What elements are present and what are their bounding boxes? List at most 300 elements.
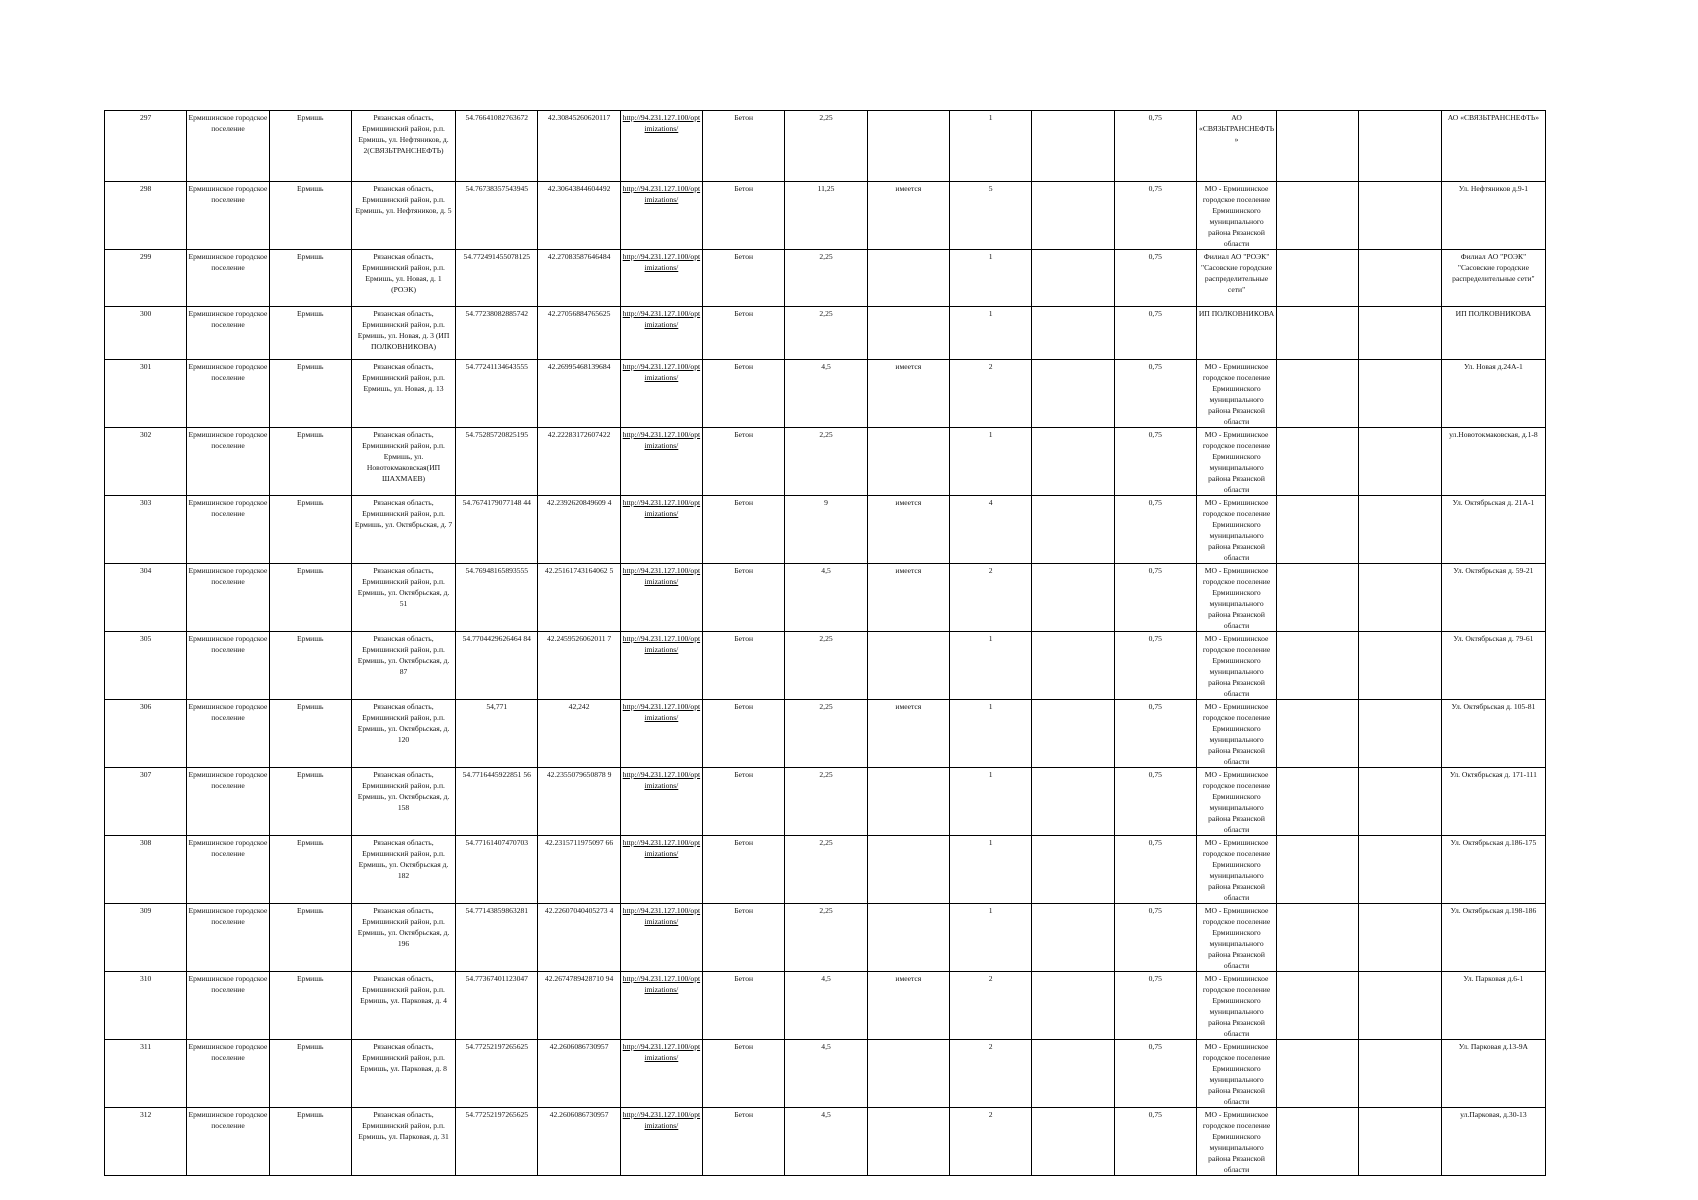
locality-cell: Ермишь bbox=[269, 904, 351, 972]
address-cell: Рязанская область, Ермишинский район, р.п. Ермишь, ул. Октябрьская д. 182 bbox=[351, 836, 455, 904]
empty-cell bbox=[1277, 836, 1359, 904]
settlement-cell: Ермишинское городское поселение bbox=[187, 428, 269, 496]
photo-link[interactable]: http://94.231.127.100/optimizations/ bbox=[622, 566, 701, 586]
container-volume-cell: 0,75 bbox=[1114, 307, 1196, 360]
waste-source-cell: Ул. Октябрьская д. 79-61 bbox=[1441, 632, 1545, 700]
waste-source-cell: Ул. Октябрьская д. 59-21 bbox=[1441, 564, 1545, 632]
photo-link-cell bbox=[620, 428, 702, 496]
longitude-cell: 42.2315711975097 66 bbox=[538, 836, 620, 904]
photo-link-cell bbox=[620, 700, 702, 768]
fence-cell bbox=[867, 1040, 949, 1108]
locality-cell: Ермишь bbox=[269, 1040, 351, 1108]
row-number-cell: 312 bbox=[105, 1108, 187, 1176]
empty-cell bbox=[1277, 111, 1359, 182]
longitude-cell: 42.27083587646484 bbox=[538, 250, 620, 307]
settlement-cell: Ермишинское городское поселение bbox=[187, 496, 269, 564]
waste-source-cell: Ул. Октябрьская д. 105-81 bbox=[1441, 700, 1545, 768]
longitude-cell: 42.2355079650878 9 bbox=[538, 768, 620, 836]
owner-cell: МО - Ермишинское городское поселение Ермишинского муниципального района Рязанской области bbox=[1196, 768, 1276, 836]
latitude-cell: 54.77367401123047 bbox=[456, 972, 538, 1040]
fence-cell: имеется bbox=[867, 972, 949, 1040]
locality-cell: Ермишь bbox=[269, 111, 351, 182]
surface-cell: Бетон bbox=[703, 564, 785, 632]
table-row bbox=[105, 564, 1546, 632]
area-cell: 2,25 bbox=[785, 768, 867, 836]
empty-cell bbox=[1032, 182, 1114, 250]
empty-cell bbox=[1359, 904, 1441, 972]
empty-cell bbox=[1032, 700, 1114, 768]
waste-source-cell: Ул. Новая д.24А-1 bbox=[1441, 360, 1545, 428]
container-count-cell: 2 bbox=[950, 972, 1032, 1040]
longitude-cell: 42.2606086730957 bbox=[538, 1108, 620, 1176]
table-row bbox=[105, 1040, 1546, 1108]
empty-cell bbox=[1032, 111, 1114, 182]
empty-cell bbox=[1277, 1108, 1359, 1176]
row-number-cell: 308 bbox=[105, 836, 187, 904]
latitude-cell: 54.772491455078125 bbox=[456, 250, 538, 307]
empty-cell bbox=[1277, 496, 1359, 564]
waste-source-cell: АО «СВЯЗЬТРАНСНЕФТЬ» bbox=[1441, 111, 1545, 182]
row-number-cell: 297 bbox=[105, 111, 187, 182]
surface-cell: Бетон bbox=[703, 836, 785, 904]
container-count-cell: 5 bbox=[950, 182, 1032, 250]
table-row bbox=[105, 307, 1546, 360]
photo-link-cell bbox=[620, 768, 702, 836]
photo-link-cell bbox=[620, 632, 702, 700]
table-row bbox=[105, 360, 1546, 428]
surface-cell: Бетон bbox=[703, 632, 785, 700]
photo-link-cell bbox=[620, 182, 702, 250]
row-number-cell: 306 bbox=[105, 700, 187, 768]
address-cell: Рязанская область, Ермишинский район, р.п. Ермишь, ул. Нефтяников, д. 5 bbox=[351, 182, 455, 250]
empty-cell bbox=[1277, 182, 1359, 250]
empty-cell bbox=[1359, 496, 1441, 564]
empty-cell bbox=[1359, 632, 1441, 700]
container-count-cell: 1 bbox=[950, 632, 1032, 700]
waste-source-cell: ул.Парковая, д.30-13 bbox=[1441, 1108, 1545, 1176]
settlement-cell: Ермишинское городское поселение bbox=[187, 836, 269, 904]
address-cell: Рязанская область, Ермишинский район, р.п. Ермишь, ул. Октябрьская, д. 120 bbox=[351, 700, 455, 768]
locality-cell: Ермишь bbox=[269, 768, 351, 836]
address-cell: Рязанская область, Ермишинский район, р.п. Ермишь, ул. Новотокмаковская(ИП ШАХМАЕВ) bbox=[351, 428, 455, 496]
surface-cell: Бетон bbox=[703, 700, 785, 768]
settlement-cell: Ермишинское городское поселение bbox=[187, 250, 269, 307]
photo-link-cell bbox=[620, 250, 702, 307]
locality-cell: Ермишь bbox=[269, 564, 351, 632]
photo-link-cell bbox=[620, 836, 702, 904]
empty-cell bbox=[1359, 972, 1441, 1040]
waste-source-cell: ИП ПОЛКОВНИКОВА bbox=[1441, 307, 1545, 360]
surface-cell: Бетон bbox=[703, 904, 785, 972]
longitude-cell: 42.22283172607422 bbox=[538, 428, 620, 496]
area-cell: 4,5 bbox=[785, 360, 867, 428]
latitude-cell: 54.77252197265625 bbox=[456, 1108, 538, 1176]
owner-cell: АО «СВЯЗЬТРАНСНЕФТЬ» bbox=[1196, 111, 1276, 182]
locality-cell: Ермишь bbox=[269, 360, 351, 428]
container-volume-cell: 0,75 bbox=[1114, 972, 1196, 1040]
area-cell: 4,5 bbox=[785, 564, 867, 632]
empty-cell bbox=[1359, 360, 1441, 428]
latitude-cell: 54.77241134643555 bbox=[456, 360, 538, 428]
address-cell: Рязанская область, Ермишинский район, р.п. Ермишь, ул. Новая, д. 1 (РОЭК) bbox=[351, 250, 455, 307]
settlement-cell: Ермишинское городское поселение bbox=[187, 1108, 269, 1176]
container-volume-cell: 0,75 bbox=[1114, 111, 1196, 182]
row-number-cell: 307 bbox=[105, 768, 187, 836]
latitude-cell: 54.7704429626464 84 bbox=[456, 632, 538, 700]
container-volume-cell: 0,75 bbox=[1114, 250, 1196, 307]
photo-link-cell bbox=[620, 564, 702, 632]
container-volume-cell: 0,75 bbox=[1114, 632, 1196, 700]
photo-link[interactable]: http://94.231.127.100/optimizations/ bbox=[622, 252, 701, 272]
empty-cell bbox=[1359, 111, 1441, 182]
table-row bbox=[105, 250, 1546, 307]
longitude-cell: 42.22607040405273 4 bbox=[538, 904, 620, 972]
photo-link[interactable]: http://94.231.127.100/optimizations/ bbox=[622, 838, 701, 858]
container-volume-cell: 0,75 bbox=[1114, 564, 1196, 632]
row-number-cell: 305 bbox=[105, 632, 187, 700]
empty-cell bbox=[1277, 250, 1359, 307]
latitude-cell: 54.77143859863281 bbox=[456, 904, 538, 972]
photo-link[interactable]: http://94.231.127.100/optimizations/ bbox=[622, 430, 701, 450]
surface-cell: Бетон bbox=[703, 182, 785, 250]
surface-cell: Бетон bbox=[703, 1108, 785, 1176]
settlement-cell: Ермишинское городское поселение bbox=[187, 904, 269, 972]
photo-link[interactable]: http://94.231.127.100/optimizations/ bbox=[622, 906, 701, 926]
empty-cell bbox=[1032, 428, 1114, 496]
locality-cell: Ермишь bbox=[269, 1108, 351, 1176]
area-cell: 2,25 bbox=[785, 904, 867, 972]
longitude-cell: 42.2674789428710 94 bbox=[538, 972, 620, 1040]
row-number-cell: 310 bbox=[105, 972, 187, 1040]
photo-link[interactable]: http://94.231.127.100/optimizations/ bbox=[622, 702, 701, 722]
empty-cell bbox=[1359, 307, 1441, 360]
address-cell: Рязанская область, Ермишинский район, р.п. Ермишь, ул. Октябрьская, д. 196 bbox=[351, 904, 455, 972]
area-cell: 2,25 bbox=[785, 700, 867, 768]
photo-link[interactable]: http://94.231.127.100/optimizations/ bbox=[622, 362, 701, 382]
photo-link-cell bbox=[620, 307, 702, 360]
row-number-cell: 298 bbox=[105, 182, 187, 250]
waste-source-cell: Ул. Октябрьская д.198-186 bbox=[1441, 904, 1545, 972]
area-cell: 11,25 bbox=[785, 182, 867, 250]
waste-source-cell: Ул. Октябрьская д. 21А-1 bbox=[1441, 496, 1545, 564]
empty-cell bbox=[1032, 904, 1114, 972]
waste-source-cell: Ул. Парковая д.6-1 bbox=[1441, 972, 1545, 1040]
container-volume-cell: 0,75 bbox=[1114, 768, 1196, 836]
settlement-cell: Ермишинское городское поселение bbox=[187, 307, 269, 360]
fence-cell bbox=[867, 307, 949, 360]
photo-link-cell bbox=[620, 904, 702, 972]
row-number-cell: 302 bbox=[105, 428, 187, 496]
latitude-cell: 54.76738357543945 bbox=[456, 182, 538, 250]
container-volume-cell: 0,75 bbox=[1114, 836, 1196, 904]
owner-cell: МО - Ермишинское городское поселение Ермишинского муниципального района Рязанской области bbox=[1196, 564, 1276, 632]
area-cell: 2,25 bbox=[785, 428, 867, 496]
longitude-cell: 42,242 bbox=[538, 700, 620, 768]
empty-cell bbox=[1032, 496, 1114, 564]
registry-table-body bbox=[105, 111, 1546, 1176]
container-count-cell: 1 bbox=[950, 250, 1032, 307]
table-row bbox=[105, 1108, 1546, 1176]
empty-cell bbox=[1359, 836, 1441, 904]
empty-cell bbox=[1032, 1040, 1114, 1108]
empty-cell bbox=[1277, 1040, 1359, 1108]
table-row bbox=[105, 972, 1546, 1040]
latitude-cell: 54.77252197265625 bbox=[456, 1040, 538, 1108]
longitude-cell: 42.27056884765625 bbox=[538, 307, 620, 360]
waste-source-cell: Ул. Парковая д.13-9А bbox=[1441, 1040, 1545, 1108]
table-row bbox=[105, 111, 1546, 182]
waste-source-cell: Ул. Нефтяников д.9-1 bbox=[1441, 182, 1545, 250]
owner-cell: МО - Ермишинское городское поселение Ермишинского муниципального района Рязанской области bbox=[1196, 700, 1276, 768]
longitude-cell: 42.26995468139684 bbox=[538, 360, 620, 428]
latitude-cell: 54.76948165893555 bbox=[456, 564, 538, 632]
photo-link-cell bbox=[620, 1040, 702, 1108]
area-cell: 2,25 bbox=[785, 836, 867, 904]
longitude-cell: 42.2459526062011 7 bbox=[538, 632, 620, 700]
owner-cell: МО - Ермишинское городское поселение Ермишинского муниципального района Рязанской области bbox=[1196, 972, 1276, 1040]
photo-link-cell bbox=[620, 360, 702, 428]
container-count-cell: 2 bbox=[950, 1040, 1032, 1108]
surface-cell: Бетон bbox=[703, 428, 785, 496]
photo-link[interactable]: http://94.231.127.100/optimizations/ bbox=[622, 1042, 701, 1062]
surface-cell: Бетон bbox=[703, 307, 785, 360]
empty-cell bbox=[1277, 360, 1359, 428]
locality-cell: Ермишь bbox=[269, 700, 351, 768]
container-volume-cell: 0,75 bbox=[1114, 360, 1196, 428]
waste-source-cell: ул.Новотокмаковская, д.1-8 bbox=[1441, 428, 1545, 496]
photo-link[interactable]: http://94.231.127.100/optimizations/ bbox=[622, 1110, 701, 1130]
owner-cell: МО - Ермишинское городское поселение Ермишинского муниципального района Рязанской области bbox=[1196, 836, 1276, 904]
empty-cell bbox=[1032, 768, 1114, 836]
surface-cell: Бетон bbox=[703, 768, 785, 836]
owner-cell: МО - Ермишинское городское поселение Ермишинского муниципального района Рязанской области bbox=[1196, 360, 1276, 428]
table-row bbox=[105, 904, 1546, 972]
container-count-cell: 1 bbox=[950, 904, 1032, 972]
row-number-cell: 311 bbox=[105, 1040, 187, 1108]
area-cell: 2,25 bbox=[785, 250, 867, 307]
empty-cell bbox=[1032, 836, 1114, 904]
table-row bbox=[105, 182, 1546, 250]
settlement-cell: Ермишинское городское поселение bbox=[187, 360, 269, 428]
locality-cell: Ермишь bbox=[269, 307, 351, 360]
empty-cell bbox=[1277, 428, 1359, 496]
surface-cell: Бетон bbox=[703, 111, 785, 182]
area-cell: 4,5 bbox=[785, 1040, 867, 1108]
row-number-cell: 301 bbox=[105, 360, 187, 428]
fence-cell bbox=[867, 904, 949, 972]
address-cell: Рязанская область, Ермишинский район, р.п. Ермишь, ул. Парковая, д. 31 bbox=[351, 1108, 455, 1176]
locality-cell: Ермишь bbox=[269, 182, 351, 250]
owner-cell: МО - Ермишинское городское поселение Ермишинского муниципального района Рязанской области bbox=[1196, 428, 1276, 496]
settlement-cell: Ермишинское городское поселение bbox=[187, 111, 269, 182]
settlement-cell: Ермишинское городское поселение bbox=[187, 1040, 269, 1108]
fence-cell: имеется bbox=[867, 700, 949, 768]
address-cell: Рязанская область, Ермишинский район, р.п. Ермишь, ул. Новая, д. 3 (ИП ПОЛКОВНИКОВА) bbox=[351, 307, 455, 360]
container-volume-cell: 0,75 bbox=[1114, 496, 1196, 564]
fence-cell: имеется bbox=[867, 496, 949, 564]
owner-cell: МО - Ермишинское городское поселение Ермишинского муниципального района Рязанской области bbox=[1196, 1108, 1276, 1176]
table-row bbox=[105, 700, 1546, 768]
photo-link[interactable]: http://94.231.127.100/optimizations/ bbox=[622, 770, 701, 790]
table-row bbox=[105, 768, 1546, 836]
owner-cell: МО - Ермишинское городское поселение Ермишинского муниципального района Рязанской области bbox=[1196, 496, 1276, 564]
area-cell: 2,25 bbox=[785, 111, 867, 182]
table-row bbox=[105, 496, 1546, 564]
settlement-cell: Ермишинское городское поселение bbox=[187, 182, 269, 250]
locality-cell: Ермишь bbox=[269, 496, 351, 564]
area-cell: 2,25 bbox=[785, 307, 867, 360]
fence-cell bbox=[867, 768, 949, 836]
surface-cell: Бетон bbox=[703, 972, 785, 1040]
locality-cell: Ермишь bbox=[269, 632, 351, 700]
address-cell: Рязанская область, Ермишинский район, р.п. Ермишь, ул. Октябрьская, д. 7 bbox=[351, 496, 455, 564]
latitude-cell: 54.77161407470703 bbox=[456, 836, 538, 904]
row-number-cell: 299 bbox=[105, 250, 187, 307]
fence-cell: имеется bbox=[867, 182, 949, 250]
fence-cell: имеется bbox=[867, 564, 949, 632]
area-cell: 4,5 bbox=[785, 1108, 867, 1176]
area-cell: 4,5 bbox=[785, 972, 867, 1040]
surface-cell: Бетон bbox=[703, 360, 785, 428]
address-cell: Рязанская область, Ермишинский район, р.п. Ермишь, ул. Парковая, д. 8 bbox=[351, 1040, 455, 1108]
empty-cell bbox=[1032, 632, 1114, 700]
latitude-cell: 54.75285720825195 bbox=[456, 428, 538, 496]
settlement-cell: Ермишинское городское поселение bbox=[187, 972, 269, 1040]
container-count-cell: 1 bbox=[950, 111, 1032, 182]
container-count-cell: 1 bbox=[950, 836, 1032, 904]
owner-cell: МО - Ермишинское городское поселение Ермишинского муниципального района Рязанской области bbox=[1196, 182, 1276, 250]
empty-cell bbox=[1277, 768, 1359, 836]
photo-link[interactable]: http://94.231.127.100/optimizations/ bbox=[622, 974, 701, 994]
address-cell: Рязанская область, Ермишинский район, р.п. Ермишь, ул. Октябрьская, д. 87 bbox=[351, 632, 455, 700]
container-volume-cell: 0,75 bbox=[1114, 904, 1196, 972]
photo-link[interactable]: http://94.231.127.100/optimizations/ bbox=[622, 498, 701, 518]
container-volume-cell: 0,75 bbox=[1114, 1040, 1196, 1108]
table-row bbox=[105, 632, 1546, 700]
locality-cell: Ермишь bbox=[269, 428, 351, 496]
empty-cell bbox=[1359, 182, 1441, 250]
empty-cell bbox=[1359, 1108, 1441, 1176]
latitude-cell: 54,771 bbox=[456, 700, 538, 768]
empty-cell bbox=[1359, 1040, 1441, 1108]
waste-source-cell: Ул. Октябрьская д.186-175 bbox=[1441, 836, 1545, 904]
empty-cell bbox=[1359, 768, 1441, 836]
owner-cell: МО - Ермишинское городское поселение Ермишинского муниципального района Рязанской области bbox=[1196, 904, 1276, 972]
container-count-cell: 2 bbox=[950, 564, 1032, 632]
empty-cell bbox=[1359, 428, 1441, 496]
table-row bbox=[105, 836, 1546, 904]
fence-cell bbox=[867, 1108, 949, 1176]
settlement-cell: Ермишинское городское поселение bbox=[187, 564, 269, 632]
longitude-cell: 42.25161743164062 5 bbox=[538, 564, 620, 632]
longitude-cell: 42.2606086730957 bbox=[538, 1040, 620, 1108]
surface-cell: Бетон bbox=[703, 1040, 785, 1108]
locality-cell: Ермишь bbox=[269, 836, 351, 904]
latitude-cell: 54.76641082763672 bbox=[456, 111, 538, 182]
settlement-cell: Ермишинское городское поселение bbox=[187, 632, 269, 700]
locality-cell: Ермишь bbox=[269, 972, 351, 1040]
address-cell: Рязанская область, Ермишинский район, р.п. Ермишь, ул. Парковая, д. 4 bbox=[351, 972, 455, 1040]
row-number-cell: 303 bbox=[105, 496, 187, 564]
latitude-cell: 54.77238082885742 bbox=[456, 307, 538, 360]
empty-cell bbox=[1032, 307, 1114, 360]
address-cell: Рязанская область, Ермишинский район, р.п. Ермишь, ул. Новая, д. 13 bbox=[351, 360, 455, 428]
owner-cell: МО - Ермишинское городское поселение Ермишинского муниципального района Рязанской области bbox=[1196, 632, 1276, 700]
container-count-cell: 1 bbox=[950, 768, 1032, 836]
registry-table bbox=[104, 110, 1546, 1176]
settlement-cell: Ермишинское городское поселение bbox=[187, 700, 269, 768]
owner-cell: ИП ПОЛКОВНИКОВА bbox=[1196, 307, 1276, 360]
container-count-cell: 1 bbox=[950, 307, 1032, 360]
row-number-cell: 300 bbox=[105, 307, 187, 360]
empty-cell bbox=[1359, 250, 1441, 307]
latitude-cell: 54.7716445922851 56 bbox=[456, 768, 538, 836]
empty-cell bbox=[1032, 360, 1114, 428]
container-count-cell: 2 bbox=[950, 360, 1032, 428]
photo-link[interactable]: http://94.231.127.100/optimizations/ bbox=[622, 309, 701, 329]
container-count-cell: 2 bbox=[950, 1108, 1032, 1176]
container-volume-cell: 0,75 bbox=[1114, 428, 1196, 496]
empty-cell bbox=[1359, 564, 1441, 632]
address-cell: Рязанская область, Ермишинский район, р.п. Ермишь, ул. Октябрьская, д. 51 bbox=[351, 564, 455, 632]
photo-link[interactable]: http://94.231.127.100/optimizations/ bbox=[622, 634, 701, 654]
empty-cell bbox=[1032, 250, 1114, 307]
container-volume-cell: 0,75 bbox=[1114, 700, 1196, 768]
row-number-cell: 304 bbox=[105, 564, 187, 632]
container-count-cell: 1 bbox=[950, 700, 1032, 768]
area-cell: 9 bbox=[785, 496, 867, 564]
owner-cell: МО - Ермишинское городское поселение Ермишинского муниципального района Рязанской области bbox=[1196, 1040, 1276, 1108]
longitude-cell: 42.30845260620117 bbox=[538, 111, 620, 182]
photo-link-cell bbox=[620, 111, 702, 182]
fence-cell bbox=[867, 632, 949, 700]
empty-cell bbox=[1277, 632, 1359, 700]
surface-cell: Бетон bbox=[703, 496, 785, 564]
empty-cell bbox=[1277, 564, 1359, 632]
fence-cell bbox=[867, 836, 949, 904]
photo-link-cell bbox=[620, 972, 702, 1040]
locality-cell: Ермишь bbox=[269, 250, 351, 307]
container-volume-cell: 0,75 bbox=[1114, 182, 1196, 250]
longitude-cell: 42.30643844604492 bbox=[538, 182, 620, 250]
longitude-cell: 42.2392620849609 4 bbox=[538, 496, 620, 564]
fence-cell: имеется bbox=[867, 360, 949, 428]
empty-cell bbox=[1277, 307, 1359, 360]
photo-link[interactable]: http://94.231.127.100/optimizations/ bbox=[622, 113, 701, 133]
table-row bbox=[105, 428, 1546, 496]
fence-cell bbox=[867, 428, 949, 496]
empty-cell bbox=[1277, 972, 1359, 1040]
fence-cell bbox=[867, 111, 949, 182]
row-number-cell: 309 bbox=[105, 904, 187, 972]
surface-cell: Бетон bbox=[703, 250, 785, 307]
photo-link[interactable]: http://94.231.127.100/optimizations/ bbox=[622, 184, 701, 204]
address-cell: Рязанская область, Ермишинский район, р.п. Ермишь, ул. Октябрьская, д. 158 bbox=[351, 768, 455, 836]
settlement-cell: Ермишинское городское поселение bbox=[187, 768, 269, 836]
empty-cell bbox=[1032, 564, 1114, 632]
address-cell: Рязанская область, Ермишинский район, р.п. Ермишь, ул. Нефтяников, д. 2(СВЯЗЬТРАНСНЕФТЬ) bbox=[351, 111, 455, 182]
container-count-cell: 4 bbox=[950, 496, 1032, 564]
owner-cell: Филиал АО "РОЭК" "Сасовские городские распределительные сети" bbox=[1196, 250, 1276, 307]
photo-link-cell bbox=[620, 496, 702, 564]
container-count-cell: 1 bbox=[950, 428, 1032, 496]
photo-link-cell bbox=[620, 1108, 702, 1176]
fence-cell bbox=[867, 250, 949, 307]
empty-cell bbox=[1277, 700, 1359, 768]
waste-source-cell: Филиал АО "РОЭК" "Сасовские городские распределительные сети" bbox=[1441, 250, 1545, 307]
latitude-cell: 54.7674179077148 44 bbox=[456, 496, 538, 564]
empty-cell bbox=[1359, 700, 1441, 768]
